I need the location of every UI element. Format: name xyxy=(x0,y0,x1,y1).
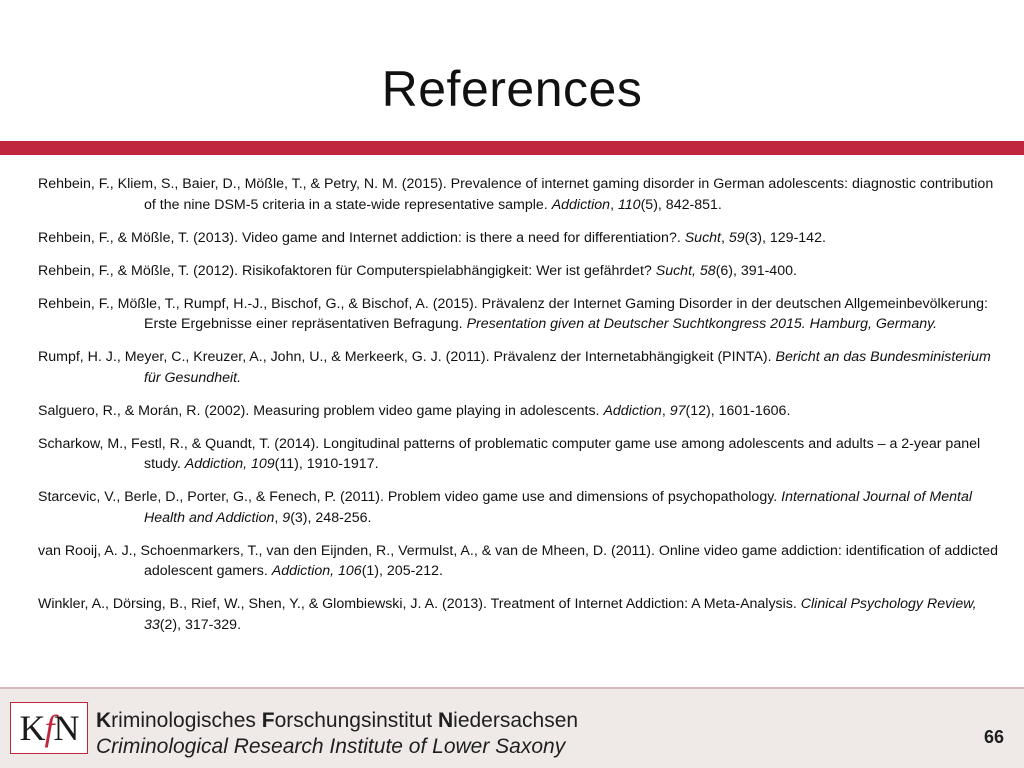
reference-italic-segment: 110 xyxy=(617,196,641,213)
logo-letter-k: K xyxy=(19,708,45,748)
institute-name-part: riminologisches xyxy=(111,709,262,732)
reference-text-segment: , xyxy=(721,229,729,246)
reference-italic-segment: 97 xyxy=(669,402,686,419)
reference-text-segment: (12), 1601-1606. xyxy=(685,402,791,419)
reference-text-segment: , xyxy=(274,509,283,526)
reference-text-segment: Salguero, R., & Morán, R. (2002). Measuring problem video game playing in adolescents. xyxy=(38,402,604,419)
reference-item xyxy=(38,487,1000,528)
reference-text-segment: Starcevic, V., Berle, D., Porter, G., & Fenech, P. (2011). Problem video game use and dimensions of psychopathology. xyxy=(38,489,782,505)
reference-text-segment: (3), 129-142. xyxy=(744,229,826,246)
page-number: 66 xyxy=(983,727,1004,747)
logo-letter-f: f xyxy=(44,708,54,748)
reference-text-segment: Rehbein, F., Kliem, S., Baier, D., Mößle, T., & Petry, N. M. (2015). Prevalence of internet gaming disorder in German adolescents: diagnostic contribution of the nine DSM-5 criteria in a state-wide representative sample. xyxy=(38,176,994,213)
reference-italic-segment: Sucht, 58 xyxy=(655,262,716,279)
institute-name-english: Criminological Research Institute of Lower Saxony xyxy=(96,735,566,758)
reference-text-segment: van Rooij, A. J., Schoenmarkers, T., van den Eijnden, R., Vermulst, A., & van de Mheen, D. (2011). Online video game addiction: identification of addicted adolescent gamers. xyxy=(38,542,999,579)
reference-text-segment: Scharkow, M., Festl, R., & Quandt, T. (2014). Longitudinal patterns of problematic computer game use among adolescents and adults – a 2-year panel study. xyxy=(38,435,981,472)
reference-italic-segment: Sucht xyxy=(684,229,721,246)
institute-name-german xyxy=(96,709,578,733)
title-divider-bar xyxy=(0,141,1024,155)
logo-letter-n: N xyxy=(53,708,79,748)
reference-italic-segment: 9 xyxy=(282,509,291,526)
reference-italic-segment: Presentation given at Deutscher Suchtkongress 2015. Hamburg, Germany. xyxy=(466,316,938,332)
slide-title: References xyxy=(381,61,643,117)
institute-initial: K xyxy=(96,709,112,732)
reference-text-segment: (2), 317-329. xyxy=(159,616,242,633)
institute-name-part: orschungsinstitut xyxy=(274,709,438,732)
reference-item xyxy=(38,347,1000,388)
reference-italic-segment: Addiction xyxy=(551,196,611,213)
reference-text-segment: , xyxy=(661,402,670,419)
reference-item xyxy=(38,541,1000,582)
reference-item xyxy=(38,594,1000,635)
reference-item xyxy=(38,174,1000,215)
reference-item xyxy=(38,228,1000,249)
institute-initial: F xyxy=(261,709,275,732)
reference-text-segment: Winkler, A., Dörsing, B., Rief, W., Shen, Y., & Glombiewski, J. A. (2013). Treatment of Internet Addiction: A Meta-Analysis. xyxy=(38,596,801,612)
reference-text-segment: Rehbein, F., & Mößle, T. (2012). Risikofaktoren für Computerspielabhängigkeit: Wer ist gefährdet? xyxy=(38,262,656,279)
reference-list xyxy=(38,174,1000,648)
reference-item xyxy=(38,401,1000,422)
reference-item xyxy=(38,294,1000,335)
reference-item xyxy=(38,261,1000,282)
reference-italic-segment: Addiction xyxy=(603,402,662,419)
reference-text-segment: , xyxy=(610,196,618,213)
reference-text-segment: Rehbein, F., Mößle, T., Rumpf, H.-J., Bischof, G., & Bischof, A. (2015). Prävalenz der Internet Gaming Disorder in der deutschen Allgemeinbevölkerung: Erste Ergebnisse einer repräsentativen Befragung. xyxy=(38,295,988,332)
reference-italic-segment: Bericht an das Bundesministerium für Gesundheit. xyxy=(144,349,991,386)
reference-text-segment: Rehbein, F., & Mößle, T. (2013). Video game and Internet addiction: is there a need for differentiation?. xyxy=(38,229,685,246)
kfn-logo xyxy=(10,702,88,754)
footer xyxy=(0,689,1024,768)
reference-italic-segment: Clinical Psychology Review, 33 xyxy=(144,596,977,633)
institute-initial: N xyxy=(437,709,454,732)
reference-text-segment: (11), 1910-1917. xyxy=(274,456,379,472)
reference-text-segment: (1), 205-212. xyxy=(361,563,443,579)
reference-text-segment: Rumpf, H. J., Meyer, C., Kreuzer, A., John, U., & Merkeerk, G. J. (2011). Prävalenz der Internetabhängigkeit (PINTA). xyxy=(38,349,776,365)
reference-text-segment: (5), 842-851. xyxy=(640,196,722,213)
institute-name-part: iedersachsen xyxy=(453,709,579,732)
reference-italic-segment: International Journal of Mental Health and Addiction xyxy=(144,489,972,526)
logo-letters xyxy=(11,708,87,748)
reference-italic-segment: Addiction, 106 xyxy=(271,563,362,579)
reference-italic-segment: 59 xyxy=(728,229,745,246)
reference-item xyxy=(38,434,1000,475)
reference-italic-segment: Addiction, 109 xyxy=(184,456,275,472)
reference-text-segment: (6), 391-400. xyxy=(715,262,797,279)
reference-text-segment: (3), 248-256. xyxy=(290,509,372,526)
